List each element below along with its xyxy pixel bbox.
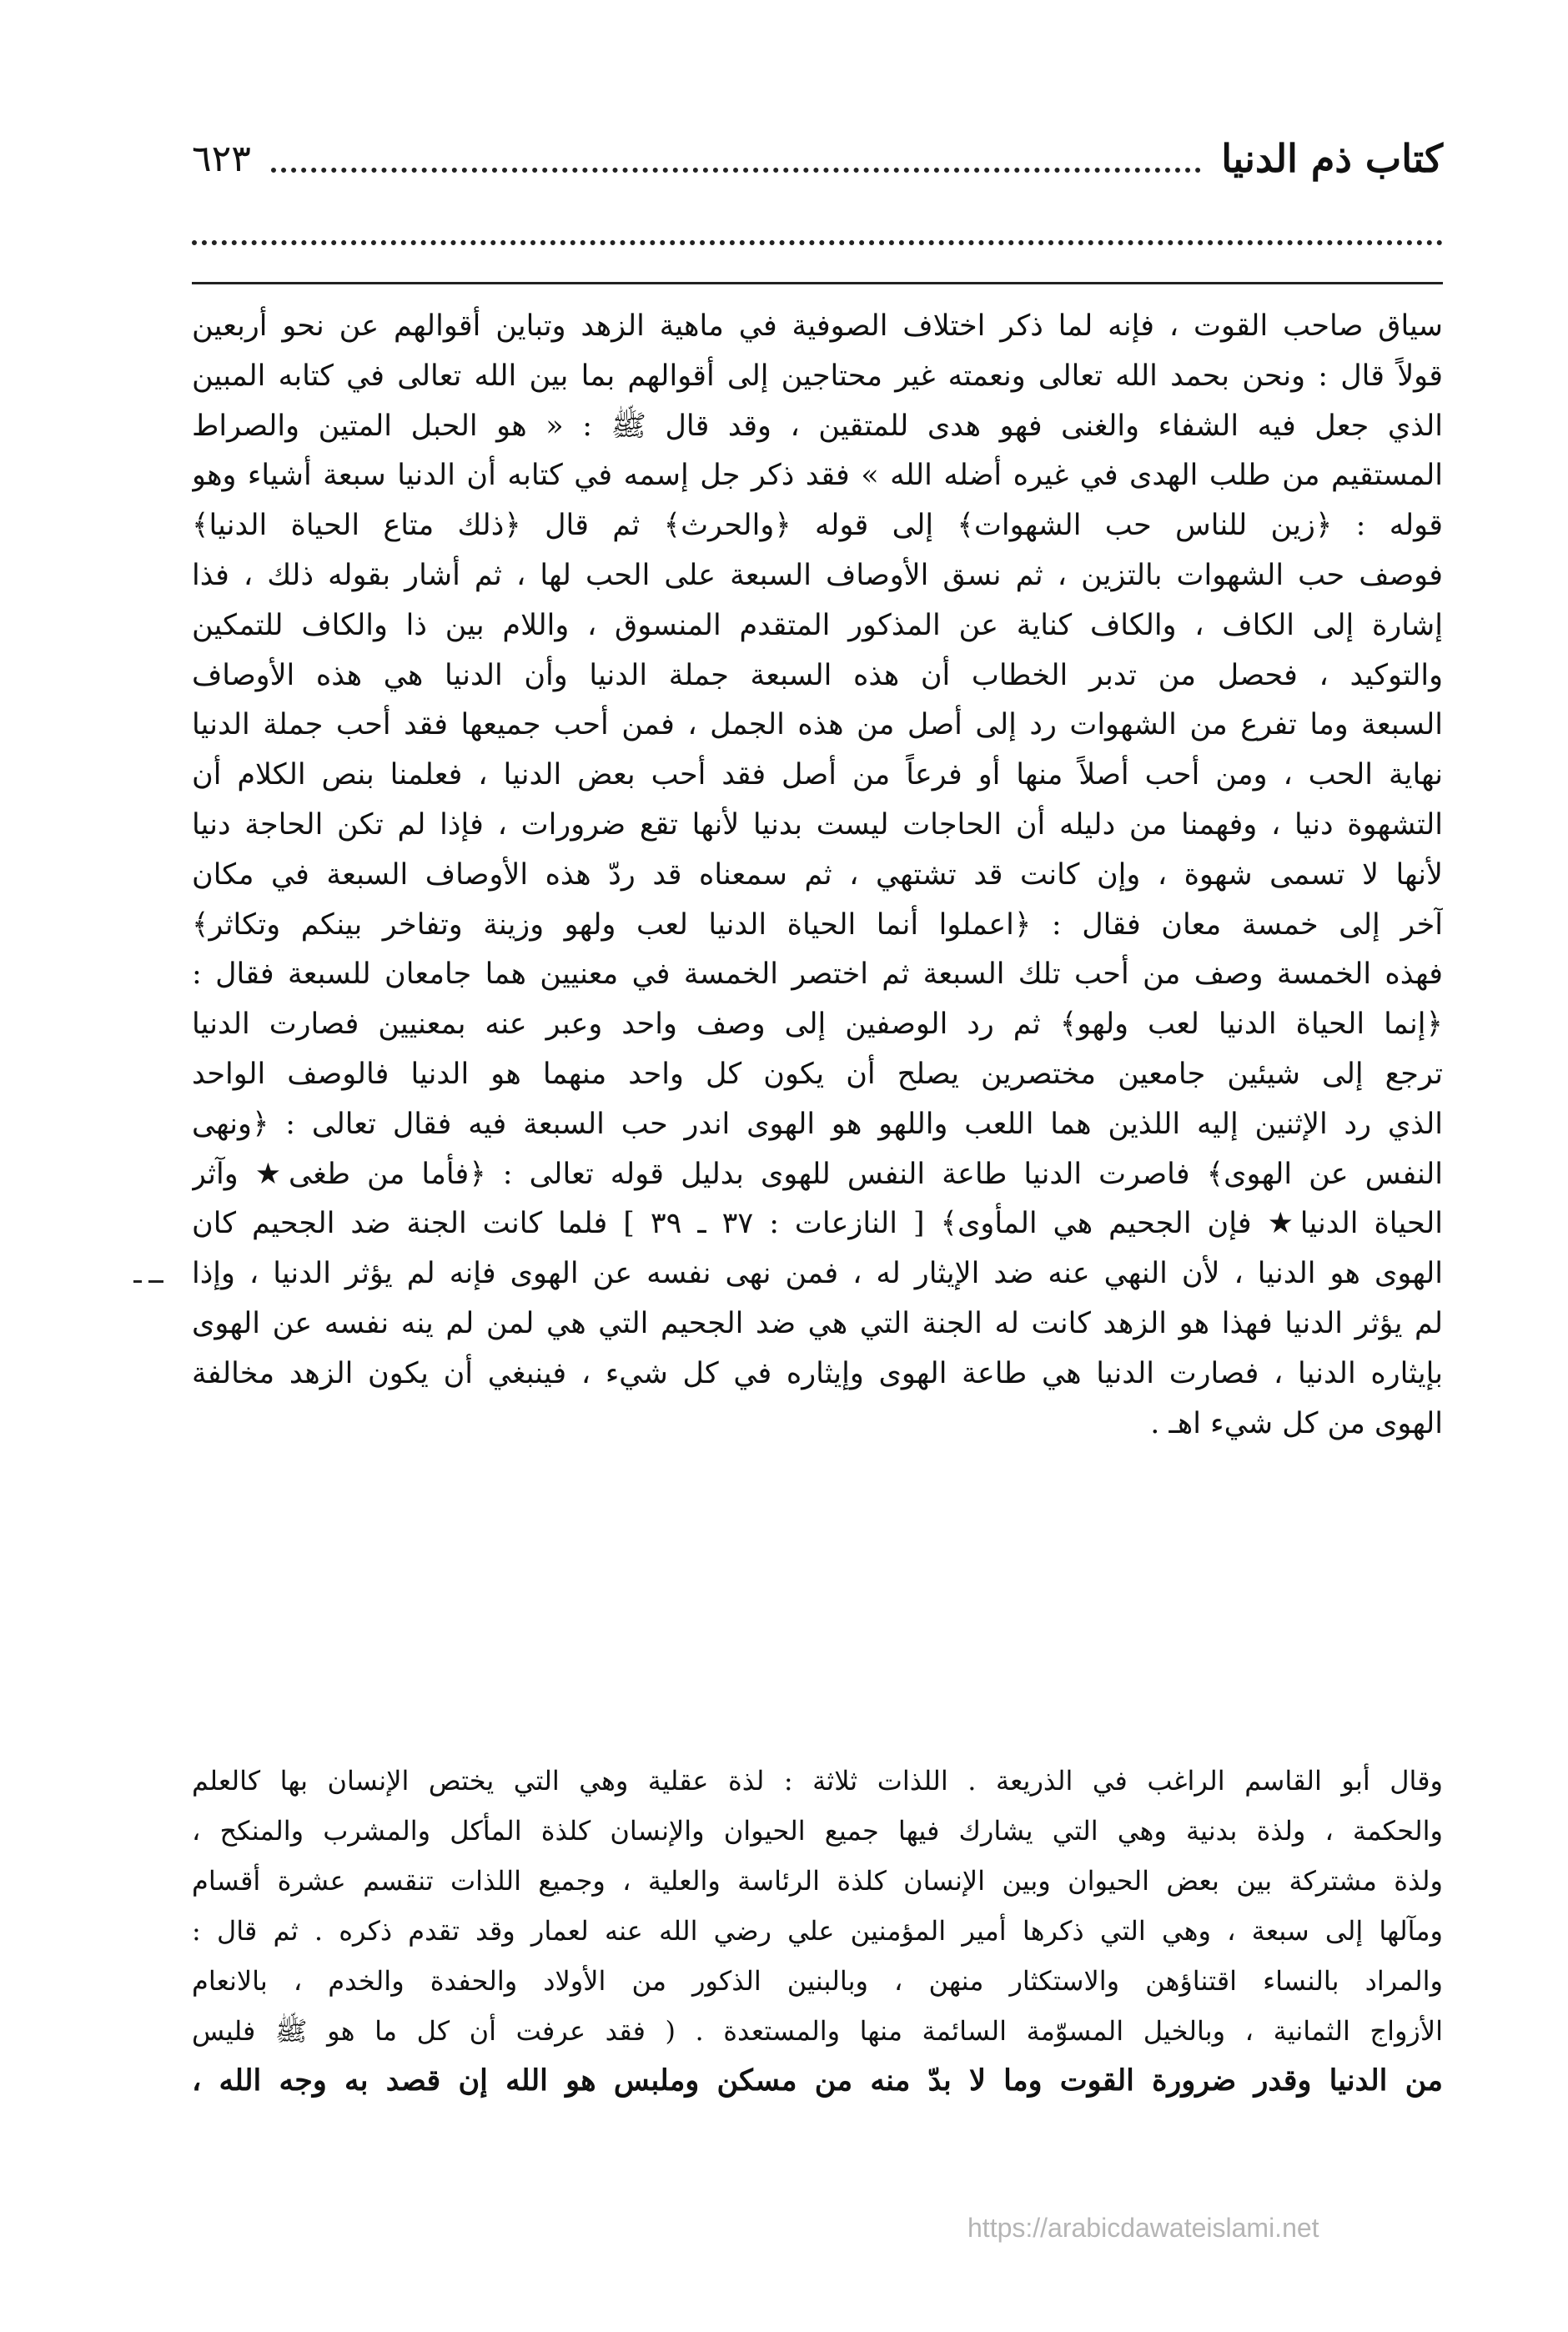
text-line: الذي جعل فيه الشفاء والغنى فهو هدى للمتقين ، وقد قال ﷺ : « هو الحبل المتين والصراط [192,409,1443,443]
text-line: الذي رد الإثنين إليه اللذين هما اللعب واللهو هو الهوى اندر حب السبعة فيه فقال تعالى : ﴿ونهى [192,1107,1443,1141]
text-line: السبعة وما تفرع من الشهوات رد إلى أصل من هذه الجمل ، فمن أحب جميعها فقد أحب جملة الدنيا [192,708,1443,742]
text-line: ولذة مشتركة بين بعض الحيوان وبين الإنسان كلذة الرئاسة والعلية ، وجميع اللذات تنقسم عشرة أقسام [192,1865,1443,1897]
text-line: لم يؤثر الدنيا فهذا هو الزهد كانت له الجنة التي هي ضد الجحيم التي هي لمن لم ينه نفسه عن الهوى [192,1306,1443,1340]
text-line: المستقيم من طلب الهدى في غيره أضله الله » فقد ذكر جل إسمه في كتابه أن الدنيا سبعة أشياء وهو [192,459,1443,493]
running-title: كتاب ذم الدنيا [1221,136,1443,181]
text-line: وقال أبو القاسم الراغب في الذريعة . اللذات ثلاثة : لذة عقلية وهي التي يختص الإنسان بها كالعلم [192,1765,1443,1797]
text-line: التشهوة دنيا ، وفهمنا من دليله أن الحاجات ليست بدنيا لأنها تقع ضرورات ، فإذا لم تكن الحاجة دنيا [192,807,1443,842]
text-line: الحياة الدنيا★ فإن الجحيم هي المأوى﴾ [ النازعات : ٣٧ ـ ٣٩ ] فلما كانت الجنة ضد الجحيم كان [192,1207,1443,1241]
text-line: والتوكيد ، فحصل من تدبر الخطاب أن هذه السبعة جملة الدنيا وأن الدنيا هي هذه الأوصاف [192,658,1443,692]
text-line: الهوى من كل شيء اهـ . [1150,1406,1443,1440]
text-line: قوله : ﴿زين للناس حب الشهوات﴾ إلى قوله ﴿والحرث﴾ ثم قال ﴿ذلك متاع الحياة الدنيا﴾ [192,509,1443,543]
text-line: فهذه الخمسة وصف من أحب تلك السبعة ثم اختصر الخمسة في معنيين هما جامعان للسبعة فقال : [192,957,1443,992]
text-line: النفس عن الهوى﴾ فاصرت الدنيا طاعة النفس للهوى بدليل قوله تعالى : ﴿فأما من طغى★ وآثر [192,1157,1443,1191]
text-line: ومآلها إلى سبعة ، وهي التي ذكرها أمير المؤمنين علي رضي الله عنه لعمار وقد تقدم ذكره . ثم قال : [192,1915,1443,1947]
text-line: ترجع إلى شيئين جامعين مختصرين يصلح أن يكون كل واحد منهما هو الدنيا فالوصف الواحد [192,1057,1443,1091]
text-line: آخر إلى خمسة معان فقال : ﴿اعملوا أنما الحياة الدنيا لعب ولهو وزينة وتفاخر بينكم وتكاثر﴾ [192,907,1443,942]
text-line: لأنها لا تسمى شهوة ، وإن كانت قد تشتهي ، ثم سمعناه قد ردّ هذه الأوصاف السبعة في مكان [192,857,1443,892]
text-line: قولاً قال : ونحن بحمد الله تعالى ونعمته غير محتاجين إلى أقوالهم بما بين الله تعالى في كتابه المبين [192,359,1443,393]
text-line: من الدنيا وقدر ضرورة القوت وما لا بدّ منه من مسكن وملبس هو الله إن قصد به وجه الله ، [192,2063,1443,2098]
header-dotted-line [192,240,1443,245]
page-number: ٦٢٣ [192,137,251,180]
text-line: الهوى هو الدنيا ، لأن النهي عنه ضد الإيثار له ، فمن نهى نفسه عن الهوى فإنه لم يؤثر الدنيا ، وإذا [192,1257,1443,1291]
text-line: والحكمة ، ولذة بدنية وهي التي يشارك فيها جميع الحيوان والإنسان كلذة المأكل والمشرب والمنكح ، [192,1815,1443,1847]
text-line: ﴿إنما الحياة الدنيا لعب ولهو﴾ ثم رد الوصفين إلى وصف واحد وعبر عنه بمعنيين فصارت الدنيا [192,1008,1443,1042]
page-header [192,125,1443,192]
text-line: بإيثاره الدنيا ، فصارت الدنيا هي طاعة الهوى وإيثاره في كل شيء ، فينبغي أن يكون الزهد مخالفة [192,1356,1443,1390]
text-line: فوصف حب الشهوات بالتزين ، ثم نسق الأوصاف السبعة على الحب لها ، ثم أشار بقوله ذلك ، فذا [192,558,1443,592]
text-line: إشارة إلى الكاف ، والكاف كناية عن المذكور المتقدم المنسوق ، واللام بين ذا والكاف للتمكين [192,608,1443,642]
second-paragraph [192,1756,1443,2106]
text-line: سياق صاحب القوت ، فإنه لما ذكر اختلاف الصوفية في ماهية الزهد وتباين أقوالهم عن نحو أربعين [192,309,1443,343]
main-paragraph [192,302,1443,1449]
margin-mark [133,1280,167,1285]
header-rule [192,282,1443,284]
watermark-url: https://arabicdawateislami.net [967,2213,1319,2243]
text-line: نهاية الحب ، ومن أحب أصلاً منها أو فرعاً من أصل فقد أحب بعض الدنيا ، فعلمنا بنص الكلام أن [192,758,1443,792]
text-line: والمراد بالنساء اقتناؤهن والاستكثار منهن ، وبالبنين الذكور من الأولاد والحفدة والخدم ، بالانعام [192,1965,1443,1997]
text-line: الأزواج الثمانية ، وبالخيل المسوّمة السائمة منها والمستعدة . ( فقد عرفت أن كل ما هو ﷺ فليس [192,2015,1443,2047]
header-leader-dots [271,168,1201,173]
